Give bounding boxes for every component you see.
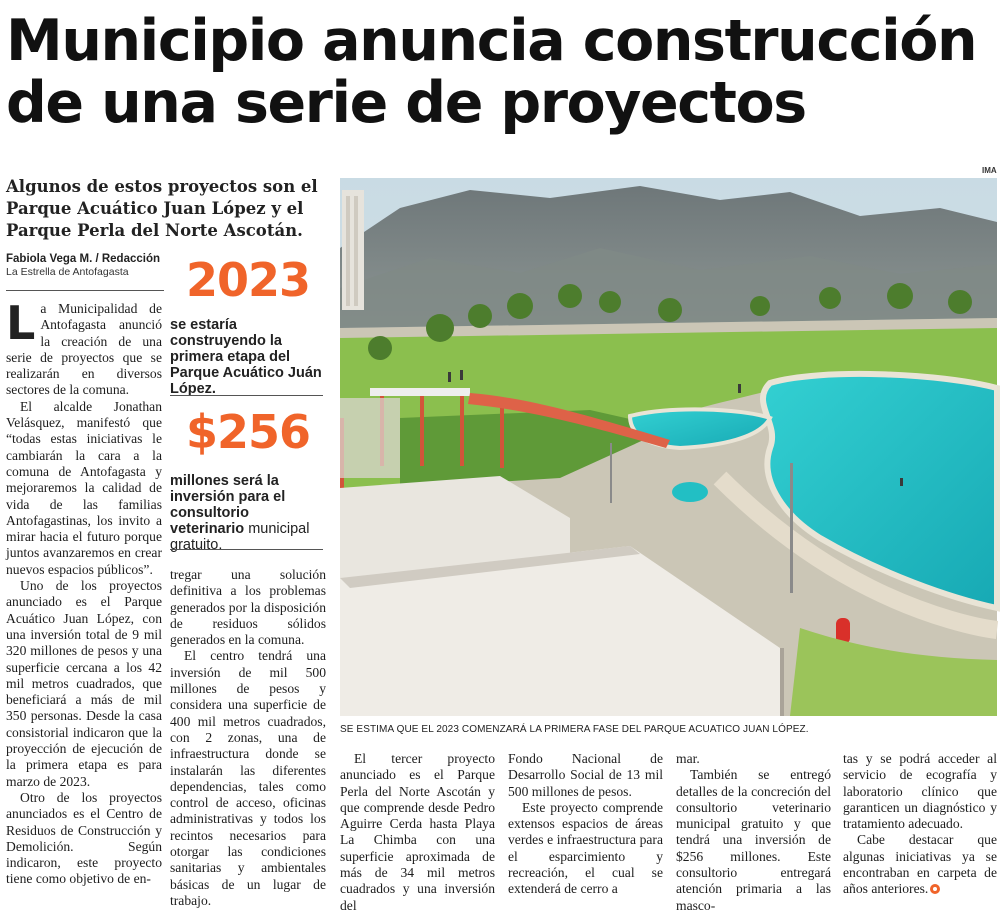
author: Fabiola Vega M. / Redacción	[6, 253, 161, 265]
paragraph: Este proyecto comprende extensos espacios de áreas verdes e infraestructura para el esparcimiento y recreación, el cual se extenderá de cerro a	[508, 799, 663, 897]
byline-divider	[6, 290, 164, 291]
body-column-6	[843, 751, 997, 895]
highlight-divider	[170, 549, 323, 550]
subheadline: Algunos de estos proyectos son el Parque Acuático Juan López y el Parque Perla del Norte Ascotán.	[6, 177, 318, 240]
publication-name: La Estrella de Antofagasta	[6, 266, 129, 278]
paragraph: tregar una solución definitiva a los problemas generados por la disposición de residuos sólidos generados en la comuna.	[170, 567, 326, 648]
body-column-2	[170, 567, 326, 908]
photo-caption: SE ESTIMA QUE EL 2023 COMENZARÁ LA PRIMERA FASE DEL PARQUE ACUATICO JUAN LÓPEZ.	[340, 724, 809, 735]
headline: Municipio anuncia construcción de una serie de proyectos	[6, 8, 977, 136]
paragraph: mar.	[676, 751, 700, 766]
paragraph: El centro tendrá una inversión de mil 500 millones de pesos y considera una superficie de 400 mil metros cuadrados, con 2 zonas, una de infraestructura donde se instalarán las diferentes dependencias, tales como control de acceso, oficinas administrativas y todos los recintos necesarios para otorgar las condiciones sanitarias y ambientales básicas de un lugar de trabajo.	[170, 648, 326, 908]
paragraph: El tercer proyecto anunciado es el Parque Perla del Norte Ascotán y que comprende desde Pedro Aguirre Cerda hasta Playa La Chimba con una superficie aproximada de más de 34 mil metros cuadrados y una inversión del	[340, 751, 495, 913]
paragraph: Uno de los proyectos anunciado es el Parque Acuático Juan López, con una inversión total de 9 mil 320 millones de pesos y una superficie cercana a los 42 mil metros cuadrados, que beneficiará a más de mil 350 personas. Desde la casa consistorial indicaron que la proyección de ejecución de la primera etapa es para marzo de 2023.	[6, 578, 162, 789]
paragraph: tas y se podrá acceder al servicio de ecografía y laboratorio clínico que garanticen un diagnóstico y tratamiento adecuado.	[843, 751, 997, 832]
highlight-text-year: se estaría construyendo la primera etapa del Parque Acuático Juán López.	[170, 317, 322, 397]
byline	[6, 253, 166, 278]
paragraph: El alcalde Jonathan Velásquez, manifestó que “todas estas iniciativas le cambiarán la cara a la comuna de Antofagasta y mejoraremos la calidad de vida de las familias Antofagastinas, los invito a mirar hacia el futuro porque juntos avanzaremos en crear nuevos espacios públicos”.	[6, 398, 162, 577]
highlight-figure-investment: $256	[186, 405, 311, 459]
paragraph: También se entregó detalles de la concreción del consultorio veterinario municipal gratuito y que tendrá una inversión de $256 millones. Este consultorio entregará atención primaria a las masco-	[676, 767, 831, 913]
body-column-3	[340, 751, 495, 913]
body-column-4	[508, 751, 663, 895]
paragraph: Otro de los proyectos anunciados es el Centro de Residuos de Construcción y Demolición. Según indicaron, este proyecto tiene como objetivo de en-	[6, 789, 162, 887]
park-rendering-photo	[340, 178, 997, 716]
highlight-figure-year: 2023	[186, 253, 311, 307]
photo-credit: IMA	[982, 166, 997, 175]
body-column-1	[6, 296, 162, 893]
end-of-article-icon	[930, 884, 940, 894]
paragraph: Cabe destacar que algunas iniciativas ya se encontraban en carpeta de años anteriores.	[843, 832, 997, 897]
body-column-5	[676, 751, 831, 913]
paragraph: La Municipalidad de Antofagasta anunció la creación de una serie de proyectos que se realizarán en diversos sectores de la comuna.	[6, 296, 162, 398]
highlight-divider	[170, 395, 323, 396]
drop-cap: L	[6, 296, 36, 350]
paragraph: Fondo Nacional de Desarrollo Social de 13 mil 500 millones de pesos.	[508, 751, 663, 799]
highlight-text-investment: millones será la inversión para el consultorio veterinario municipal gratuito.	[170, 473, 310, 553]
